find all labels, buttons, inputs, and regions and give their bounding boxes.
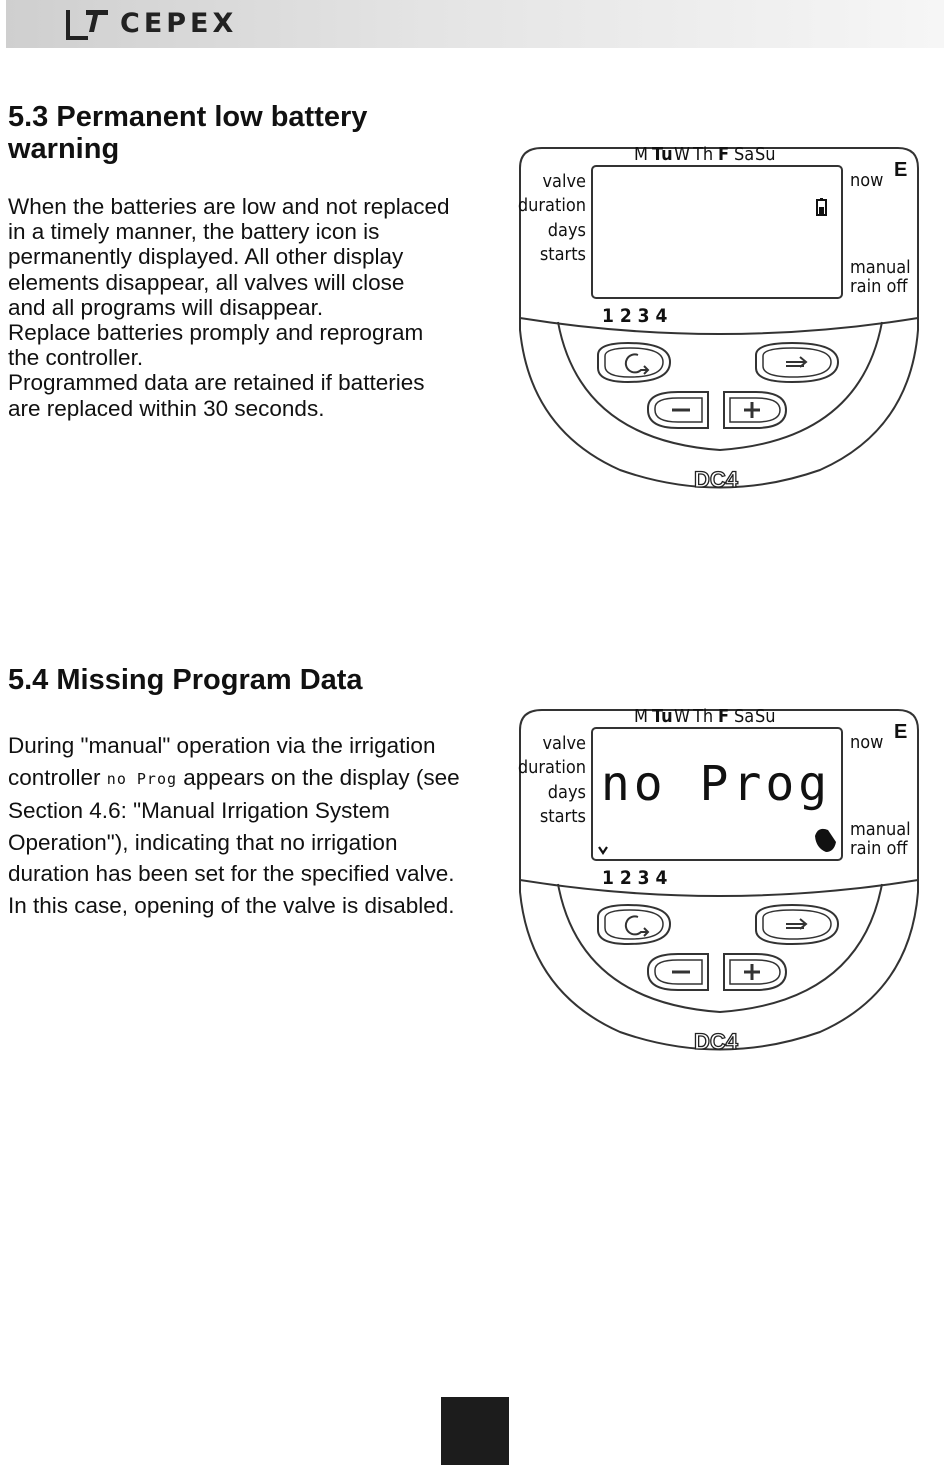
paragraph-line: are replaced within 30 seconds. bbox=[8, 395, 325, 421]
label-valve: valve bbox=[542, 733, 586, 754]
day-label: M bbox=[634, 706, 648, 727]
minus-button[interactable] bbox=[648, 392, 708, 428]
label-rain-off: rain off bbox=[850, 276, 908, 297]
paragraph-line: the controller. bbox=[8, 345, 144, 371]
day-label: Th bbox=[693, 144, 714, 165]
cycle-button[interactable] bbox=[598, 343, 670, 382]
label-starts: starts bbox=[539, 806, 586, 827]
label-now: now bbox=[850, 732, 884, 753]
label-days: days bbox=[547, 782, 586, 803]
label-e: E bbox=[894, 159, 908, 181]
plus-button[interactable] bbox=[724, 954, 786, 990]
label-duration: duration bbox=[517, 757, 586, 778]
label-e: E bbox=[894, 721, 908, 743]
next-button[interactable] bbox=[756, 905, 838, 944]
day-label: Tu bbox=[652, 144, 673, 165]
paragraph-line: Programmed data are retained if batteries bbox=[8, 370, 425, 396]
header-bar bbox=[6, 0, 944, 48]
label-rain-off: rain off bbox=[850, 838, 908, 859]
section-5-4-paragraph bbox=[8, 730, 478, 921]
lcd-display-text: no Prog bbox=[600, 756, 832, 812]
paragraph-line: and all programs will disappear. bbox=[8, 294, 324, 320]
label-valve: valve bbox=[542, 171, 586, 192]
battery-icon bbox=[817, 198, 826, 215]
weekday-row bbox=[634, 706, 776, 727]
valve-numbers: 1 2 3 4 bbox=[602, 867, 668, 889]
paragraph-line: Replace batteries promply and reprogram bbox=[8, 320, 424, 346]
controller-diagram-low-battery bbox=[510, 140, 930, 500]
section-title-5-3: 5.3 Permanent low battery warning bbox=[8, 101, 368, 165]
section-5-3-paragraph bbox=[8, 194, 478, 421]
cepex-logo-icon bbox=[62, 6, 112, 42]
controller-diagram-no-prog bbox=[510, 702, 930, 1062]
day-label: F bbox=[718, 706, 730, 727]
day-label: Su bbox=[755, 706, 776, 727]
day-label: Th bbox=[693, 706, 714, 727]
paragraph-text-after: appears on the display (see Section 4.6: "Manual Irrigation System Operation"), indicating that no irrigation duration has been set for the specified valve. In this case, opening of the valve is disabled. bbox=[8, 764, 460, 918]
next-button[interactable] bbox=[756, 343, 838, 382]
paragraph-line: in a timely manner, the battery icon is bbox=[8, 219, 380, 245]
section-title-5-4: 5.4 Missing Program Data bbox=[8, 664, 363, 696]
day-label: W bbox=[674, 144, 691, 165]
weekday-row bbox=[634, 144, 776, 165]
model-label: DC4 bbox=[693, 1029, 739, 1054]
day-label: F bbox=[718, 144, 730, 165]
label-days: days bbox=[547, 220, 586, 241]
page-number-block bbox=[441, 1397, 509, 1465]
paragraph-line: permanently displayed. All other display bbox=[8, 244, 404, 270]
brand-name: CEPEX bbox=[120, 8, 238, 39]
lcd-screen bbox=[592, 166, 842, 298]
label-manual: manual bbox=[850, 819, 911, 840]
minus-button[interactable] bbox=[648, 954, 708, 990]
day-label: W bbox=[674, 706, 691, 727]
label-starts: starts bbox=[539, 244, 586, 265]
paragraph-text-before: During "manual" operation via the irrigation controller bbox=[8, 733, 436, 790]
day-label: Su bbox=[755, 144, 776, 165]
paragraph-line: When the batteries are low and not replaced bbox=[8, 194, 450, 219]
cycle-button[interactable] bbox=[598, 905, 670, 944]
brand-logo bbox=[62, 6, 302, 42]
label-now: now bbox=[850, 170, 884, 191]
day-label: Tu bbox=[652, 706, 673, 727]
day-label: Sa bbox=[734, 706, 755, 727]
day-label: M bbox=[634, 144, 648, 165]
model-label: DC4 bbox=[693, 467, 739, 492]
plus-button[interactable] bbox=[724, 392, 786, 428]
valve-numbers: 1 2 3 4 bbox=[602, 305, 668, 327]
label-manual: manual bbox=[850, 257, 911, 278]
paragraph-line: elements disappear, all valves will close bbox=[8, 269, 405, 295]
day-label: Sa bbox=[734, 144, 755, 165]
label-duration: duration bbox=[517, 195, 586, 216]
inline-display-text: no Prog bbox=[106, 769, 178, 788]
